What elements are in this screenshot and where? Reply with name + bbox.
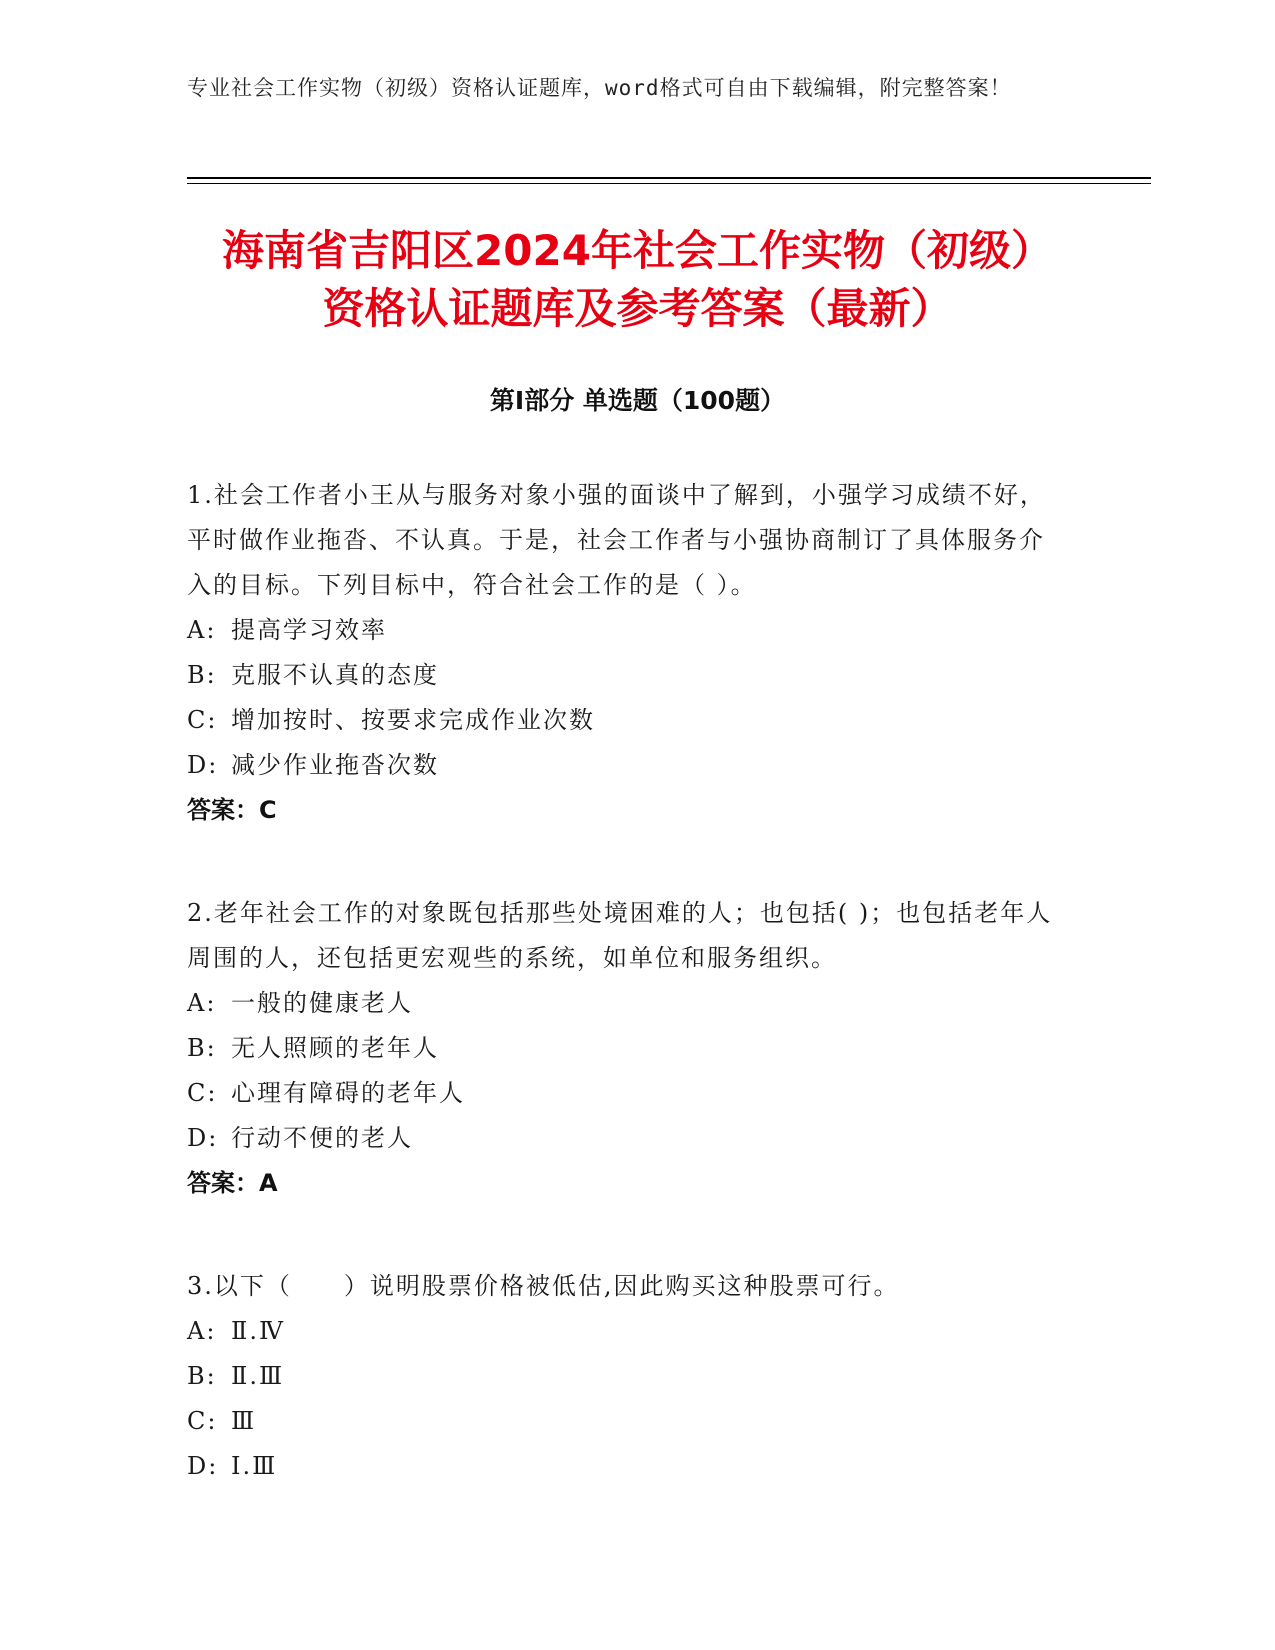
option-d (187, 743, 1067, 788)
document-title (150, 222, 1125, 338)
option-d (187, 1116, 1067, 1161)
option-letter: B: (187, 661, 217, 689)
option-text: 增加按时、按要求完成作业次数 (231, 706, 595, 734)
option-letter: D: (187, 751, 219, 779)
option-letter: C: (187, 1407, 218, 1435)
option-letter: C: (187, 706, 218, 734)
question-2 (187, 891, 1067, 1206)
option-letter: A: (187, 1317, 217, 1345)
option-text: 减少作业拖沓次数 (231, 751, 439, 779)
header-divider-thin (187, 183, 1151, 184)
option-letter: D: (187, 1452, 219, 1480)
option-b (187, 1026, 1067, 1071)
option-letter: B: (187, 1362, 217, 1390)
option-text: 心理有障碍的老年人 (231, 1079, 465, 1107)
option-text: Ⅰ.Ⅲ (231, 1452, 278, 1480)
header-divider-thick (187, 177, 1151, 179)
option-b (187, 653, 1067, 698)
question-stem: 2.老年社会工作的对象既包括那些处境困难的人；也包括( )；也包括老年人周围的人，还包括更宏观些的系统，如单位和服务组织。 (187, 899, 1053, 972)
option-letter: C: (187, 1079, 218, 1107)
option-text: Ⅲ (231, 1407, 257, 1435)
question-3 (187, 1264, 1067, 1489)
option-text: Ⅱ.Ⅲ (231, 1362, 285, 1390)
option-text: 无人照顾的老年人 (231, 1034, 439, 1062)
option-b (187, 1354, 1067, 1399)
title-line-1: 海南省吉阳区2024年社会工作实物（初级） (222, 226, 1053, 275)
option-text: 克服不认真的态度 (231, 661, 439, 689)
question-stem: 3.以下（ ）说明股票价格被低估,因此购买这种股票可行。 (187, 1272, 900, 1300)
option-letter: D: (187, 1124, 219, 1152)
option-text: 一般的健康老人 (231, 989, 413, 1017)
option-text: 提高学习效率 (231, 616, 387, 644)
option-a (187, 1309, 1067, 1354)
option-a (187, 981, 1067, 1026)
option-c (187, 1399, 1067, 1444)
option-c (187, 1071, 1067, 1116)
answer-line: 答案：C (187, 796, 277, 824)
option-a (187, 608, 1067, 653)
answer-line: 答案：A (187, 1169, 278, 1197)
option-c (187, 698, 1067, 743)
option-letter: B: (187, 1034, 217, 1062)
option-d (187, 1444, 1067, 1489)
option-text: Ⅱ.Ⅳ (231, 1317, 285, 1345)
document-header-note: 专业社会工作实物（初级）资格认证题库，word格式可自由下载编辑，附完整答案！ (187, 76, 1012, 100)
section-heading: 第I部分 单选题（100题） (489, 386, 786, 415)
option-letter: A: (187, 989, 217, 1017)
question-1 (187, 473, 1067, 833)
question-list (187, 473, 1067, 1547)
question-stem: 1.社会工作者小王从与服务对象小强的面谈中了解到，小强学习成绩不好，平时做作业拖沓、不认真。于是，社会工作者与小强协商制订了具体服务介入的目标。下列目标中，符合社会工作的是（ ）。 (187, 481, 1046, 599)
option-text: 行动不便的老人 (231, 1124, 413, 1152)
title-line-2: 资格认证题库及参考答案（最新） (322, 284, 953, 333)
option-letter: A: (187, 616, 217, 644)
